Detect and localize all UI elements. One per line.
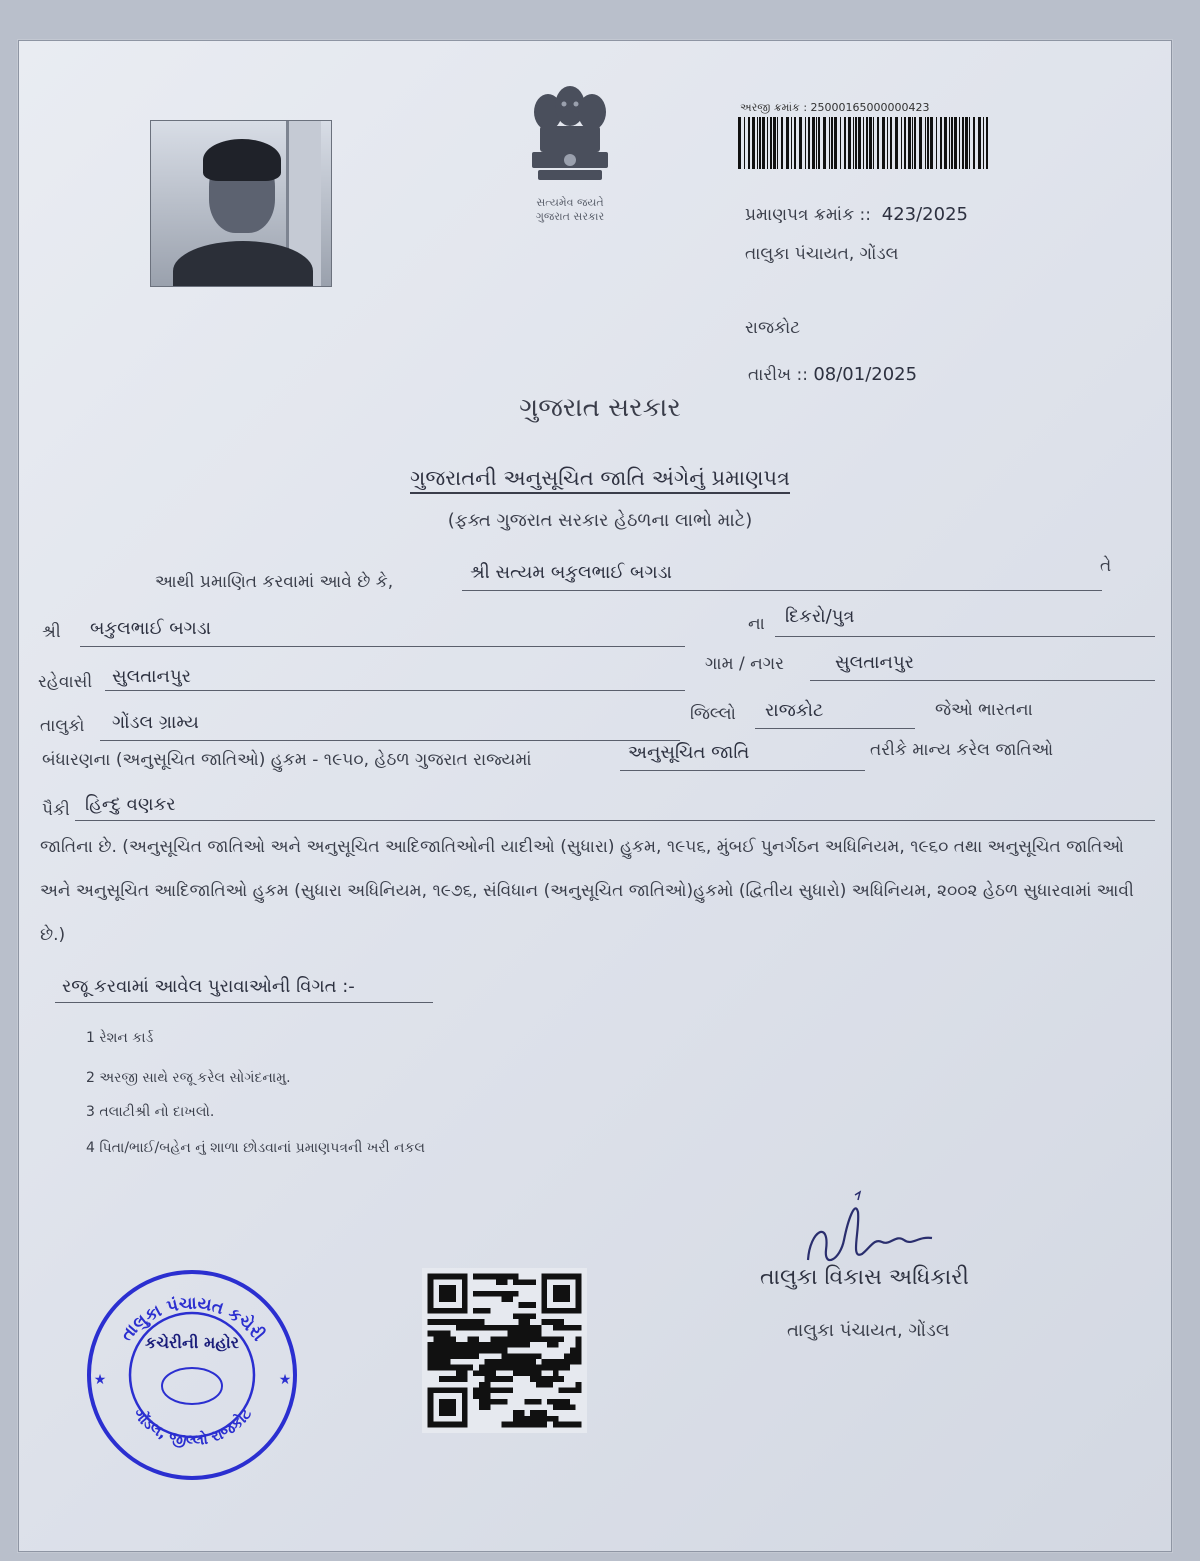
constitution-text: બંધારણના (અનુસૂચિત જાતિઓ) હુકમ - ૧૯૫૦, હેઠળ ગુજરાત રાજ્યમાં	[42, 750, 532, 770]
national-emblem-icon	[510, 82, 630, 190]
resident-value: સુલતાનપુર	[112, 666, 191, 687]
issuing-office: તાલુકા પંચાયત, ગોંડલ	[745, 244, 899, 264]
applicant-photo	[150, 120, 332, 287]
caste-value: હિન્દુ વણકર	[85, 794, 176, 815]
seal-center-text: કચેરીની મહોર	[145, 1333, 239, 1352]
resident-label: રહેવાસી	[38, 672, 93, 692]
legal-paragraph: જાતિના છે. (અનુસૂચિત જાતિઓ અને અનુસૂચિત આદિજાતિઓની યાદીઓ (સુધારા) હુકમ, ૧૯૫૬, મુંબઈ પુનર્ગઠન અધિનિયમ, ૧૯૬૦ તથા અનુસૂચિત જાતિઓ અને અનુસૂચિત આદિજાતિઓ હુકમ (સુધારા અધિનિયમ, ૧૯૭૬, સંવિધાન (અનુસૂચિત જાતિઓ)હુકમો (દ્વિતીય સુધારો) અધિનિયમ, ૨૦૦૨ હેઠળ સુધારવામાં આવી છે.)	[40, 837, 1134, 945]
govt-title: ગુજરાત સરકાર	[519, 393, 681, 423]
barcode	[738, 117, 992, 169]
te-text: તે	[1100, 556, 1112, 576]
district-value: રાજકોટ	[765, 700, 824, 721]
emblem-caption: સત્યમેવ જયતે ગુજરાત સરકાર	[535, 196, 605, 223]
category-value: અનુસૂચિત જાતિ	[628, 742, 750, 763]
office-seal	[85, 1268, 300, 1483]
proof-item-1: 1 રેશન કાર્ડ	[86, 1030, 154, 1046]
among-label: પૈકી	[42, 800, 70, 820]
village-value: સુલતાનપુર	[835, 652, 914, 673]
certificate-number: પ્રમાણપત્ર ક્રમાંક :: 423/2025	[745, 204, 968, 225]
recognized-text: તરીકે માન્ય કરેલ જાતિઓ	[870, 740, 1054, 760]
signatory-designation: તાલુકા વિકાસ અધિકારી	[760, 1265, 969, 1290]
svg-text:★: ★	[93, 1372, 107, 1388]
application-number: અરજી ક્રમાંક : 25000165000000423	[740, 101, 930, 114]
seal-top-text: તાલુકા પંચાયત કચેરી	[116, 1293, 269, 1346]
proof-item-3: 3 તલાટીશ્રી નો દાખલો.	[86, 1104, 215, 1120]
village-label: ગામ / નગર	[705, 654, 784, 674]
taluka-label: તાલુકો	[40, 716, 85, 736]
father-name: બકુલભાઈ બગડા	[90, 618, 212, 639]
certificate-note: (ફક્ત ગુજરાત સરકાર હેઠળના લાભો માટે)	[447, 510, 753, 531]
proofs-heading: રજૂ કરવામાં આવેલ પુરાવાઓની વિગત :-	[62, 976, 355, 997]
na-text: ના	[748, 614, 765, 634]
certificate-title: ગુજરાતની અનુસૂચિત જાતિ અંગેનું પ્રમાણપત્ર	[0, 466, 1200, 491]
proof-item-4: 4 પિતા/ભાઈ/બહેન નું શાળા છોડવાનાં પ્રમાણપત્રની ખરી નકલ	[86, 1140, 425, 1156]
signatory-office: તાલુકા પંચાયત, ગોંડલ	[787, 1320, 950, 1341]
issuing-district: રાજકોટ	[745, 318, 801, 338]
issue-date: તારીખ :: 08/01/2025	[748, 364, 918, 385]
applicant-name: શ્રી સત્યમ બકુલભાઈ બગડા	[470, 562, 672, 583]
proof-item-2: 2 અરજી સાથે રજૂ કરેલ સોગંદનામુ.	[86, 1070, 291, 1086]
seal-bottom-text: ગોંડલ, જીલ્લો રાજકોટ	[129, 1404, 256, 1450]
intro-text: આથી પ્રમાણિત કરવામાં આવે છે કે,	[155, 572, 394, 592]
shri-label: શ્રી	[42, 622, 61, 642]
relation: દિકરો/પુત્ર	[785, 606, 855, 627]
svg-text:★: ★	[278, 1372, 292, 1388]
svg-text:ગોંડલ, જીલ્લો રાજકોટ	[130, 1404, 256, 1450]
qr-code	[422, 1268, 587, 1433]
taluka-value: ગોંડલ ગ્રામ્ય	[112, 712, 199, 733]
india-text: જેઓ ભારતના	[935, 700, 1033, 720]
district-label: જિલ્લો	[690, 704, 736, 724]
